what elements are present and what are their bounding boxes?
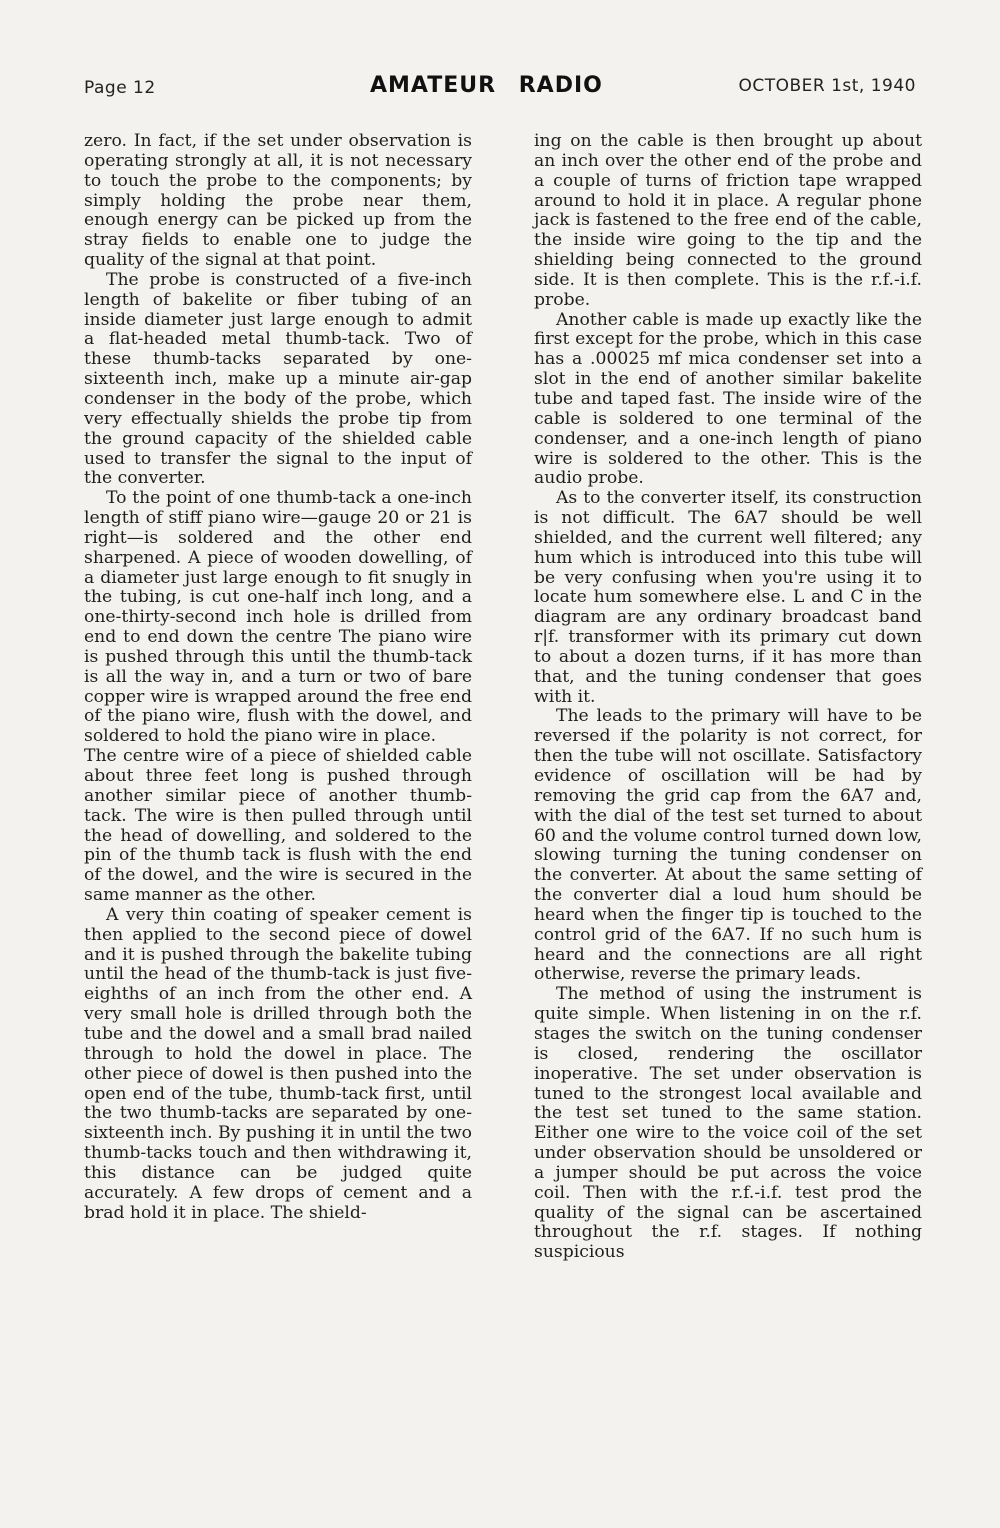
page-number: Page 12 <box>84 78 156 98</box>
paragraph: zero. In fact, if the set under observation is operating strongly at all, it is not necessary to touch the probe to the components; by simply holding the probe near them, enough energy can be picked up from the stray fields to enable one to judge the quality of the signal at that point. <box>84 131 472 271</box>
paragraph: A very thin coating of speaker cement is then applied to the second piece of dowel and it is pushed through the bakelite tubing until the head of the thumb-tack is just five-eighths of an inch from the other end. A very small hole is drilled through both the tube and the dowel and a small brad nailed through to hold the dowel in place. The other piece of dowel is then pushed into the open end of the tube, thumb-tack first, until the two thumb-tacks are separated by one-sixteenth inch. By pushing it in until the two thumb-tacks touch and then withdrawing it, this distance can be judged quite accurately. A few drops of cement and a brad hold it in place. The shield- <box>84 904 472 1223</box>
paragraph: The leads to the primary will have to be reversed if the polarity is not correct, for then the tube will not oscillate. Satisfactory evidence of oscillation will be had by removing the grid cap from the 6A7 and, with the dial of the test set turned to about 60 and the volume control turned down low, slowing turning the tuning condenser on the converter. At about the same setting of the converter dial a loud hum should be heard when the finger tip is touched to the control grid of the 6A7. If no such hum is heard and the connections are all right otherwise, reverse the primary leads. <box>534 706 922 985</box>
page-header <box>84 72 916 106</box>
paragraph: The method of using the instrument is quite simple. When listening in on the r.f. stages the switch on the tuning condenser is closed, rendering the oscillator inoperative. The set under observation is tuned to the strongest local available and the test set tuned to the same station. Either one wire to the voice coil of the set under observation should be unsoldered or a jumper should be put across the voice coil. Then with the r.f.-i.f. test prod the quality of the signal can be ascertained throughout the r.f. stages. If nothing suspicious <box>534 984 922 1263</box>
left-column <box>84 132 472 1223</box>
publication-title: AMATEUR RADIO <box>370 73 603 98</box>
paragraph: To the point of one thumb-tack a one-inch length of stiff piano wire—gauge 20 or 21 is right—is soldered and the other end sharpened. A piece of wooden dowelling, of a diameter just large enough to fit snugly in the tubing, is cut one-half inch long, and a one-thirty-second inch hole is drilled from end to end down the centre The piano wire is pushed through this until the thumb-tack is all the way in, and a turn or two of bare copper wire is wrapped around the free end of the piano wire, flush with the dowel, and soldered to hold the piano wire in place. <box>84 488 472 747</box>
paragraph: ing on the cable is then brought up about an inch over the other end of the probe and a couple of turns of friction tape wrapped around to hold it in place. A regular phone jack is fastened to the free end of the cable, the inside wire going to the tip and the shielding being connected to the ground side. It is then complete. This is the r.f.-i.f. probe. <box>534 131 922 310</box>
issue-date: OCTOBER 1st, 1940 <box>738 76 916 96</box>
paragraph: The probe is constructed of a five-inch length of bakelite or fiber tubing of an inside diameter just large enough to admit a flat-headed metal thumb-tack. Two of these thumb-tacks separated by one-sixteenth inch, make up a minute air-gap condenser in the body of the probe, which very effectually shields the probe tip from the ground capacity of the shielded cable used to transfer the signal to the input of the converter. <box>84 269 472 489</box>
paragraph: Another cable is made up exactly like the first except for the probe, which in this case has a .00025 mf mica condenser set into a slot in the end of another similar bakelite tube and taped fast. The inside wire of the cable is soldered to one terminal of the condenser, and a one-inch length of piano wire is soldered to the other. This is the audio probe. <box>534 309 922 489</box>
paragraph: The centre wire of a piece of shielded cable about three feet long is pushed through another similar piece of another thumb-tack. The wire is then pulled through until the head of dowelling, and soldered to the pin of the thumb tack is flush with the end of the dowel, and the wire is secured in the same manner as the other. <box>84 746 472 906</box>
right-column <box>534 132 922 1263</box>
paragraph: As to the converter itself, its construction is not difficult. The 6A7 should be well shielded, and the current well filtered; any hum which is introduced into this tube will be very confusing when you're using it to locate hum somewhere else. L and C in the diagram are any ordinary broadcast band r|f. transformer with its primary cut down to about a dozen turns, if it has more than that, and the tuning condenser that goes with it. <box>534 488 922 707</box>
